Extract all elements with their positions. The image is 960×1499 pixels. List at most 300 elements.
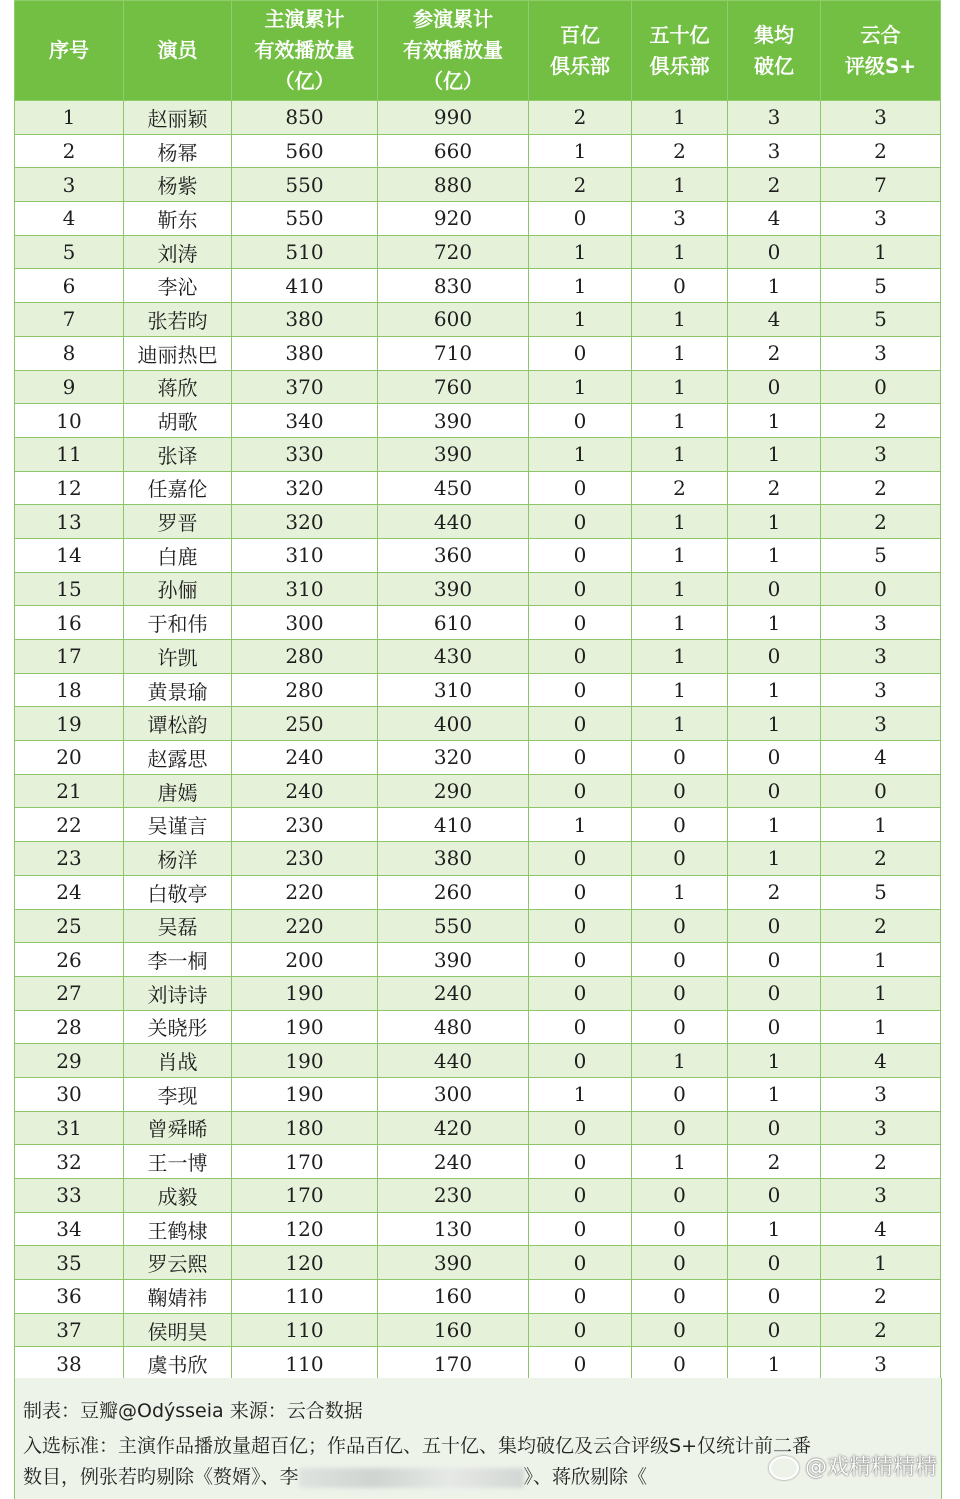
rank-cell: 33: [15, 1179, 124, 1213]
rank-cell: 29: [15, 1044, 124, 1078]
weibo-icon: [769, 1456, 799, 1480]
actor-name-cell: 李沁: [124, 269, 232, 303]
actor-name-cell: 成毅: [124, 1179, 232, 1213]
table-row: [15, 842, 941, 876]
fifty-billion-club-cell: 1: [632, 572, 728, 606]
fifty-billion-club-cell: 1: [632, 404, 728, 438]
fifty-billion-club-cell: 1: [632, 336, 728, 370]
column-header-line: 俱乐部: [550, 53, 610, 78]
rank-cell: 21: [15, 774, 124, 808]
total-views-cell: 380: [378, 842, 529, 876]
hundred-billion-club-cell: 0: [529, 505, 632, 539]
episode-avg-cell: 0: [728, 1010, 821, 1044]
lead-views-cell: 110: [232, 1347, 378, 1381]
episode-avg-cell: 1: [728, 842, 821, 876]
column-header-line: 百亿: [560, 22, 600, 47]
actor-name-cell: 张译: [124, 437, 232, 471]
lead-views-cell: 280: [232, 673, 378, 707]
fifty-billion-club-cell: 1: [632, 505, 728, 539]
hundred-billion-club-cell: 2: [529, 101, 632, 135]
fifty-billion-club-cell: 0: [632, 842, 728, 876]
actor-name-cell: 王一博: [124, 1145, 232, 1179]
episode-avg-cell: 2: [728, 1145, 821, 1179]
episode-avg-cell: 0: [728, 1179, 821, 1213]
rank-cell: 22: [15, 808, 124, 842]
episode-avg-cell: 0: [728, 1313, 821, 1347]
s-plus-rating-cell: 2: [821, 134, 941, 168]
hundred-billion-club-cell: 0: [529, 673, 632, 707]
s-plus-rating-cell: 0: [821, 774, 941, 808]
table-row: [15, 640, 941, 674]
actor-name-cell: 虞书欣: [124, 1347, 232, 1381]
fifty-billion-club-cell: 0: [632, 741, 728, 775]
actor-name-cell: 杨洋: [124, 842, 232, 876]
column-header-line: 主演累计: [264, 7, 345, 31]
table-row: [15, 101, 941, 135]
fifty-billion-club-cell: 1: [632, 303, 728, 337]
rank-cell: 32: [15, 1145, 124, 1179]
hundred-billion-club-cell: 0: [529, 1010, 632, 1044]
total-views-cell: 240: [378, 976, 529, 1010]
table-row: [15, 943, 941, 977]
s-plus-rating-cell: 3: [821, 707, 941, 741]
table-row: [15, 774, 941, 808]
actor-name-cell: 许凯: [124, 640, 232, 674]
rank-cell: 27: [15, 976, 124, 1010]
s-plus-rating-cell: 5: [821, 538, 941, 572]
episode-avg-cell: 1: [728, 404, 821, 438]
table-row: [15, 1077, 941, 1111]
fifty-billion-club-cell: 0: [632, 976, 728, 1010]
actor-name-cell: 鞠婧祎: [124, 1280, 232, 1314]
column-header-line: 破亿: [754, 53, 794, 78]
episode-avg-cell: 0: [728, 741, 821, 775]
hundred-billion-club-cell: 0: [529, 404, 632, 438]
total-views-cell: 600: [378, 303, 529, 337]
lead-views-cell: 240: [232, 774, 378, 808]
hundred-billion-club-cell: 0: [529, 538, 632, 572]
hundred-billion-club-cell: 1: [529, 370, 632, 404]
rank-cell: 9: [15, 370, 124, 404]
table-row: [15, 134, 941, 168]
total-views-cell: 440: [378, 505, 529, 539]
lead-views-cell: 170: [232, 1179, 378, 1213]
episode-avg-cell: 2: [728, 336, 821, 370]
actor-name-cell: 赵丽颖: [124, 101, 232, 135]
actor-name-cell: 李一桐: [124, 943, 232, 977]
fifty-billion-club-cell: 3: [632, 202, 728, 236]
lead-views-cell: 280: [232, 640, 378, 674]
table-row: [15, 808, 941, 842]
fifty-billion-club-cell: 1: [632, 640, 728, 674]
lead-views-cell: 380: [232, 336, 378, 370]
fifty-billion-club-cell: 2: [632, 134, 728, 168]
fifty-billion-club-cell: 0: [632, 1212, 728, 1246]
lead-views-cell: 550: [232, 202, 378, 236]
fifty-billion-club-cell: 1: [632, 606, 728, 640]
fifty-billion-club-cell: 1: [632, 370, 728, 404]
rank-cell: 23: [15, 842, 124, 876]
column-header-line: 评级S+: [844, 53, 917, 78]
table-row: [15, 370, 941, 404]
lead-views-cell: 190: [232, 1010, 378, 1044]
hundred-billion-club-cell: 0: [529, 1044, 632, 1078]
total-views-cell: 410: [378, 808, 529, 842]
rank-cell: 35: [15, 1246, 124, 1280]
total-views-cell: 550: [378, 909, 529, 943]
actor-name-cell: 白鹿: [124, 538, 232, 572]
total-views-cell: 390: [378, 437, 529, 471]
episode-avg-cell: 0: [728, 1246, 821, 1280]
note-end: 》、蒋欣剔除《: [523, 1466, 648, 1488]
s-plus-rating-cell: 3: [821, 1111, 941, 1145]
episode-avg-cell: 0: [728, 976, 821, 1010]
note-start: 数目，例张若昀剔除《赘婿》、李: [23, 1466, 299, 1488]
total-views-cell: 290: [378, 774, 529, 808]
rank-cell: 4: [15, 202, 124, 236]
table-row: [15, 606, 941, 640]
lead-views-cell: 110: [232, 1313, 378, 1347]
rank-cell: 16: [15, 606, 124, 640]
actor-name-cell: 李现: [124, 1077, 232, 1111]
rank-cell: 11: [15, 437, 124, 471]
rank-cell: 2: [15, 134, 124, 168]
lead-views-cell: 510: [232, 235, 378, 269]
rank-cell: 15: [15, 572, 124, 606]
actor-name-cell: 蒋欣: [124, 370, 232, 404]
rank-cell: 28: [15, 1010, 124, 1044]
fifty-billion-club-cell: 0: [632, 774, 728, 808]
rank-cell: 5: [15, 235, 124, 269]
column-header-line: 云合: [860, 22, 901, 47]
rank-cell: 1: [15, 101, 124, 135]
table-row: [15, 707, 941, 741]
actor-name-cell: 杨幂: [124, 134, 232, 168]
hundred-billion-club-cell: 0: [529, 1246, 632, 1280]
total-views-cell: 130: [378, 1212, 529, 1246]
credit-line: 制表：豆瓣@Odýsseia 来源：云合数据: [23, 1400, 363, 1422]
s-plus-rating-cell: 0: [821, 370, 941, 404]
hundred-billion-club-cell: 0: [529, 336, 632, 370]
blurred-text: [299, 1468, 524, 1488]
hundred-billion-club-cell: 0: [529, 774, 632, 808]
total-views-cell: 920: [378, 202, 529, 236]
hundred-billion-club-cell: 0: [529, 1313, 632, 1347]
total-views-cell: 450: [378, 471, 529, 505]
hundred-billion-club-cell: 1: [529, 437, 632, 471]
episode-avg-cell: 4: [728, 202, 821, 236]
hundred-billion-club-cell: 0: [529, 707, 632, 741]
lead-views-cell: 190: [232, 1077, 378, 1111]
episode-avg-cell: 3: [728, 134, 821, 168]
rank-cell: 7: [15, 303, 124, 337]
actor-name-cell: 孙俪: [124, 572, 232, 606]
table-row: [15, 1347, 941, 1381]
table-row: [15, 1010, 941, 1044]
s-plus-rating-cell: 3: [821, 437, 941, 471]
rank-cell: 34: [15, 1212, 124, 1246]
fifty-billion-club-cell: 1: [632, 235, 728, 269]
s-plus-rating-cell: 1: [821, 1246, 941, 1280]
actor-ranking-table: [14, 0, 941, 1381]
s-plus-rating-cell: 1: [821, 943, 941, 977]
hundred-billion-club-cell: 0: [529, 875, 632, 909]
table-row: [15, 741, 941, 775]
table-row: [15, 505, 941, 539]
column-header: [232, 1, 378, 101]
fifty-billion-club-cell: 0: [632, 909, 728, 943]
table-row: [15, 202, 941, 236]
hundred-billion-club-cell: 2: [529, 168, 632, 202]
hundred-billion-club-cell: 0: [529, 202, 632, 236]
actor-name-cell: 黄景瑜: [124, 673, 232, 707]
rank-cell: 14: [15, 538, 124, 572]
total-views-cell: 390: [378, 943, 529, 977]
fifty-billion-club-cell: 1: [632, 1145, 728, 1179]
hundred-billion-club-cell: 1: [529, 269, 632, 303]
rank-cell: 25: [15, 909, 124, 943]
episode-avg-cell: 1: [728, 808, 821, 842]
rank-cell: 36: [15, 1280, 124, 1314]
rank-cell: 37: [15, 1313, 124, 1347]
lead-views-cell: 220: [232, 875, 378, 909]
s-plus-rating-cell: 1: [821, 235, 941, 269]
fifty-billion-club-cell: 0: [632, 1010, 728, 1044]
actor-name-cell: 曾舜晞: [124, 1111, 232, 1145]
episode-avg-cell: 1: [728, 538, 821, 572]
total-views-cell: 480: [378, 1010, 529, 1044]
table-row: [15, 437, 941, 471]
lead-views-cell: 310: [232, 538, 378, 572]
hundred-billion-club-cell: 1: [529, 1077, 632, 1111]
hundred-billion-club-cell: 0: [529, 1212, 632, 1246]
fifty-billion-club-cell: 0: [632, 1313, 728, 1347]
hundred-billion-club-cell: 1: [529, 134, 632, 168]
actor-name-cell: 吴磊: [124, 909, 232, 943]
fifty-billion-club-cell: 1: [632, 875, 728, 909]
lead-views-cell: 370: [232, 370, 378, 404]
rank-cell: 19: [15, 707, 124, 741]
fifty-billion-club-cell: 0: [632, 1179, 728, 1213]
fifty-billion-club-cell: 2: [632, 471, 728, 505]
lead-views-cell: 330: [232, 437, 378, 471]
column-header-line: 演员: [157, 38, 198, 62]
column-header: [15, 1, 124, 101]
table-body: [15, 101, 941, 1381]
lead-views-cell: 560: [232, 134, 378, 168]
total-views-cell: 760: [378, 370, 529, 404]
s-plus-rating-cell: 1: [821, 976, 941, 1010]
episode-avg-cell: 0: [728, 235, 821, 269]
lead-views-cell: 120: [232, 1212, 378, 1246]
episode-avg-cell: 0: [728, 640, 821, 674]
total-views-cell: 390: [378, 404, 529, 438]
total-views-cell: 300: [378, 1077, 529, 1111]
column-header-line: 五十亿: [649, 22, 710, 47]
total-views-cell: 260: [378, 875, 529, 909]
table-row: [15, 1145, 941, 1179]
actor-name-cell: 任嘉伦: [124, 471, 232, 505]
rank-cell: 6: [15, 269, 124, 303]
s-plus-rating-cell: 5: [821, 303, 941, 337]
total-views-cell: 170: [378, 1347, 529, 1381]
rank-cell: 13: [15, 505, 124, 539]
total-views-cell: 430: [378, 640, 529, 674]
episode-avg-cell: 1: [728, 606, 821, 640]
total-views-cell: 160: [378, 1313, 529, 1347]
episode-avg-cell: 1: [728, 505, 821, 539]
actor-name-cell: 谭松韵: [124, 707, 232, 741]
total-views-cell: 360: [378, 538, 529, 572]
s-plus-rating-cell: 3: [821, 640, 941, 674]
s-plus-rating-cell: 3: [821, 1077, 941, 1111]
fifty-billion-club-cell: 1: [632, 101, 728, 135]
table-row: [15, 269, 941, 303]
s-plus-rating-cell: 4: [821, 741, 941, 775]
table-row: [15, 1111, 941, 1145]
table-row: [15, 336, 941, 370]
lead-views-cell: 320: [232, 471, 378, 505]
table-row: [15, 168, 941, 202]
actor-name-cell: 肖战: [124, 1044, 232, 1078]
actor-name-cell: 张若昀: [124, 303, 232, 337]
column-header: [632, 1, 728, 101]
rank-cell: 30: [15, 1077, 124, 1111]
table-row: [15, 1044, 941, 1078]
fifty-billion-club-cell: 1: [632, 437, 728, 471]
table-row: [15, 1212, 941, 1246]
total-views-cell: 390: [378, 572, 529, 606]
fifty-billion-club-cell: 1: [632, 1044, 728, 1078]
lead-views-cell: 240: [232, 741, 378, 775]
total-views-cell: 660: [378, 134, 529, 168]
total-views-cell: 310: [378, 673, 529, 707]
episode-avg-cell: 1: [728, 1077, 821, 1111]
episode-avg-cell: 0: [728, 943, 821, 977]
s-plus-rating-cell: 3: [821, 673, 941, 707]
episode-avg-cell: 2: [728, 471, 821, 505]
total-views-cell: 610: [378, 606, 529, 640]
hundred-billion-club-cell: 0: [529, 640, 632, 674]
total-views-cell: 420: [378, 1111, 529, 1145]
hundred-billion-club-cell: 0: [529, 741, 632, 775]
total-views-cell: 240: [378, 1145, 529, 1179]
column-header: [378, 1, 529, 101]
fifty-billion-club-cell: 0: [632, 1246, 728, 1280]
s-plus-rating-cell: 3: [821, 101, 941, 135]
weibo-watermark: [769, 1450, 937, 1481]
table-row: [15, 1246, 941, 1280]
table-row: [15, 471, 941, 505]
s-plus-rating-cell: 2: [821, 404, 941, 438]
s-plus-rating-cell: 2: [821, 1280, 941, 1314]
table-row: [15, 235, 941, 269]
hundred-billion-club-cell: 1: [529, 808, 632, 842]
lead-views-cell: 230: [232, 842, 378, 876]
hundred-billion-club-cell: 0: [529, 1280, 632, 1314]
episode-avg-cell: 1: [728, 269, 821, 303]
lead-views-cell: 200: [232, 943, 378, 977]
table-row: [15, 673, 941, 707]
episode-avg-cell: 1: [728, 1044, 821, 1078]
fifty-billion-club-cell: 1: [632, 707, 728, 741]
column-header-line: 俱乐部: [649, 53, 710, 78]
actor-name-cell: 刘涛: [124, 235, 232, 269]
s-plus-rating-cell: 7: [821, 168, 941, 202]
episode-avg-cell: 3: [728, 101, 821, 135]
actor-name-cell: 关晓彤: [124, 1010, 232, 1044]
table-row: [15, 538, 941, 572]
rank-cell: 38: [15, 1347, 124, 1381]
s-plus-rating-cell: 2: [821, 505, 941, 539]
fifty-billion-club-cell: 0: [632, 1111, 728, 1145]
rank-cell: 24: [15, 875, 124, 909]
rank-cell: 3: [15, 168, 124, 202]
s-plus-rating-cell: 2: [821, 909, 941, 943]
s-plus-rating-cell: 1: [821, 808, 941, 842]
lead-views-cell: 180: [232, 1111, 378, 1145]
episode-avg-cell: 1: [728, 437, 821, 471]
total-views-cell: 830: [378, 269, 529, 303]
episode-avg-cell: 1: [728, 1212, 821, 1246]
s-plus-rating-cell: 5: [821, 875, 941, 909]
rank-cell: 26: [15, 943, 124, 977]
s-plus-rating-cell: 2: [821, 1313, 941, 1347]
actor-name-cell: 胡歌: [124, 404, 232, 438]
lead-views-cell: 190: [232, 976, 378, 1010]
s-plus-rating-cell: 3: [821, 606, 941, 640]
s-plus-rating-cell: 1: [821, 1010, 941, 1044]
lead-views-cell: 550: [232, 168, 378, 202]
s-plus-rating-cell: 0: [821, 572, 941, 606]
s-plus-rating-cell: 3: [821, 202, 941, 236]
lead-views-cell: 250: [232, 707, 378, 741]
table-row: [15, 404, 941, 438]
column-header-line: （亿）: [274, 69, 335, 93]
column-header-line: （亿）: [423, 69, 483, 93]
lead-views-cell: 320: [232, 505, 378, 539]
s-plus-rating-cell: 2: [821, 1145, 941, 1179]
episode-avg-cell: 0: [728, 1280, 821, 1314]
hundred-billion-club-cell: 0: [529, 842, 632, 876]
table-row: [15, 1313, 941, 1347]
rank-cell: 17: [15, 640, 124, 674]
actor-name-cell: 于和伟: [124, 606, 232, 640]
actor-name-cell: 白敬亭: [124, 875, 232, 909]
episode-avg-cell: 1: [728, 673, 821, 707]
actor-name-cell: 赵露思: [124, 741, 232, 775]
lead-views-cell: 170: [232, 1145, 378, 1179]
table-footer: [14, 1378, 942, 1499]
lead-views-cell: 410: [232, 269, 378, 303]
ranking-table-sheet: [14, 0, 940, 1381]
actor-name-cell: 罗云熙: [124, 1246, 232, 1280]
table-row: [15, 1280, 941, 1314]
s-plus-rating-cell: 5: [821, 269, 941, 303]
lead-views-cell: 300: [232, 606, 378, 640]
fifty-billion-club-cell: 0: [632, 269, 728, 303]
column-header-line: 序号: [49, 38, 89, 62]
column-header-line: 有效播放量: [403, 38, 503, 62]
fifty-billion-club-cell: 1: [632, 538, 728, 572]
column-header-line: 参演累计: [413, 7, 493, 31]
lead-views-cell: 110: [232, 1280, 378, 1314]
column-header: [529, 1, 632, 101]
s-plus-rating-cell: 4: [821, 1044, 941, 1078]
lead-views-cell: 230: [232, 808, 378, 842]
hundred-billion-club-cell: 0: [529, 976, 632, 1010]
total-views-cell: 320: [378, 741, 529, 775]
